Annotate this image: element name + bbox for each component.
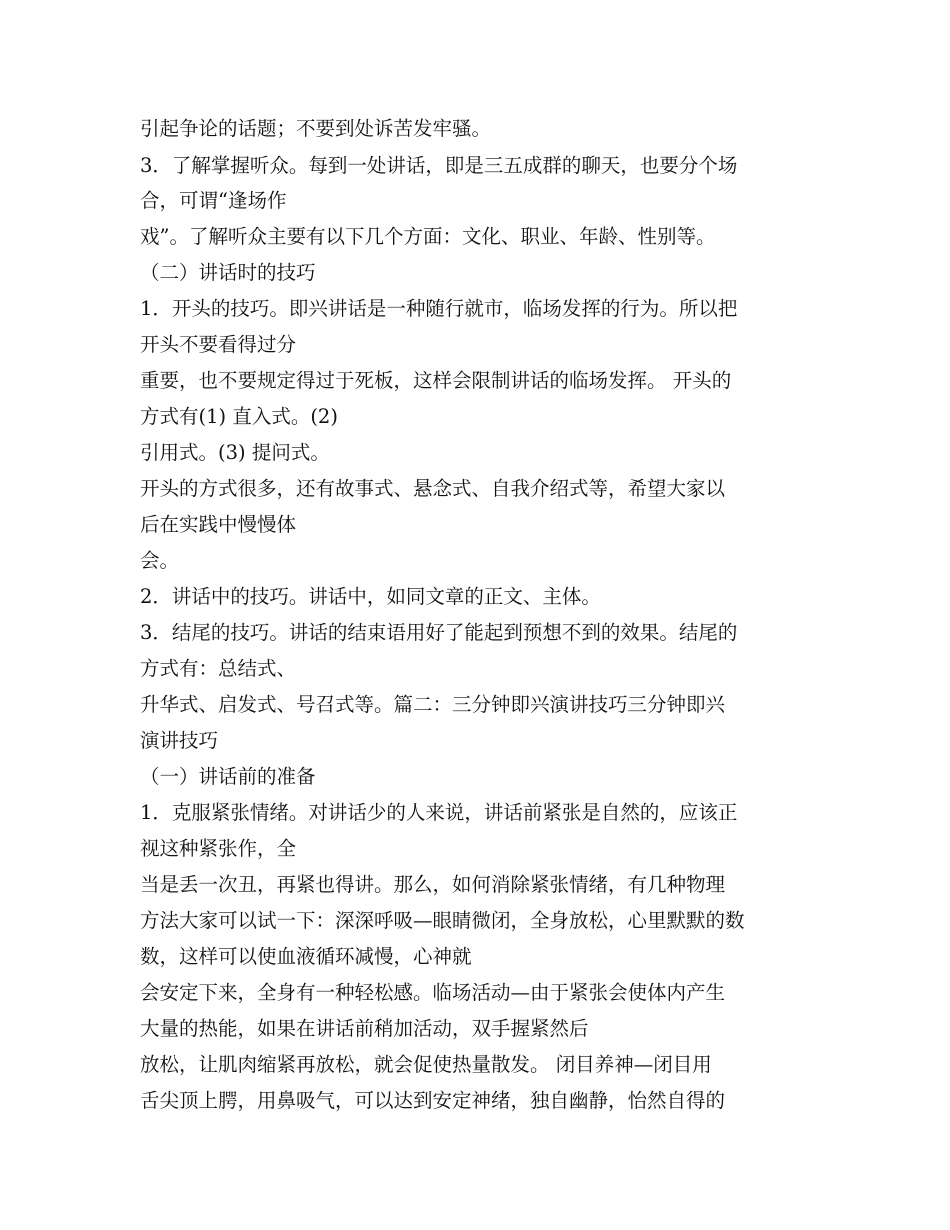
text-line: 引用式。(3) 提问式。 — [140, 441, 330, 464]
text-line: 方法大家可以试一下：深深呼吸—眼睛微闭，全身放松，心里默默的数 — [140, 909, 745, 932]
text-line: 开头不要看得过分 — [140, 333, 297, 356]
text-line: 舌尖顶上腭，用鼻吸气，可以达到安定神绪，独自幽静，怡然自得的 — [140, 1089, 726, 1112]
text-line: 1．克服紧张情绪。对讲话少的人来说，讲话前紧张是自然的，应该正 — [140, 801, 738, 824]
text-line: 后在实践中慢慢体 — [140, 513, 297, 536]
text-line: 1．开头的技巧。即兴讲话是一种随行就市，临场发挥的行为。所以把 — [140, 297, 738, 320]
text-line: 升华式、启发式、号召式等。篇二：三分钟即兴演讲技巧三分钟即兴 — [140, 693, 726, 716]
text-line: 2．讲话中的技巧。讲话中，如同文章的正文、主体。 — [140, 585, 601, 608]
text-line: 方式有：总结式、 — [140, 657, 297, 680]
text-line: 大量的热能，如果在讲话前稍加活动，双手握紧然后 — [140, 1017, 589, 1040]
text-line: 放松，让肌肉缩紧再放松，就会促使热量散发。 闭目养神—闭目用 — [140, 1053, 712, 1076]
text-line: 引起争论的话题；不要到处诉苦发牢骚。 — [140, 117, 492, 140]
text-line: 重要，也不要规定得过于死板，这样会限制讲话的临场发挥。 开头的 — [140, 369, 732, 392]
section-heading: （二）讲话时的技巧 — [140, 261, 316, 284]
text-line: 视这种紧张作，全 — [140, 837, 297, 860]
text-line: 戏”。了解听众主要有以下几个方面：文化、职业、年龄、性别等。 — [140, 225, 716, 248]
text-line: 演讲技巧 — [140, 729, 219, 752]
text-line: 合，可谓“逢场作 — [140, 189, 287, 212]
text-line: 方式有(1) 直入式。(2) — [140, 405, 338, 428]
section-heading: （一）讲话前的准备 — [140, 765, 316, 788]
text-line: 数，这样可以使血液循环减慢，心神就 — [140, 945, 472, 968]
text-line: 会。 — [140, 549, 180, 572]
text-line: 3．结尾的技巧。讲话的结束语用好了能起到预想不到的效果。结尾的 — [140, 621, 738, 644]
text-line: 3．了解掌握听众。每到一处讲话，即是三五成群的聊天，也要分个场 — [140, 154, 738, 177]
text-line: 当是丢一次丑，再紧也得讲。那么，如何消除紧张情绪，有几种物理 — [140, 873, 726, 896]
text-line: 会安定下来，全身有一种轻松感。临场活动—由于紧张会使体内产生 — [140, 981, 726, 1004]
text-line: 开头的方式很多，还有故事式、悬念式、自我介绍式等，希望大家以 — [140, 477, 726, 500]
